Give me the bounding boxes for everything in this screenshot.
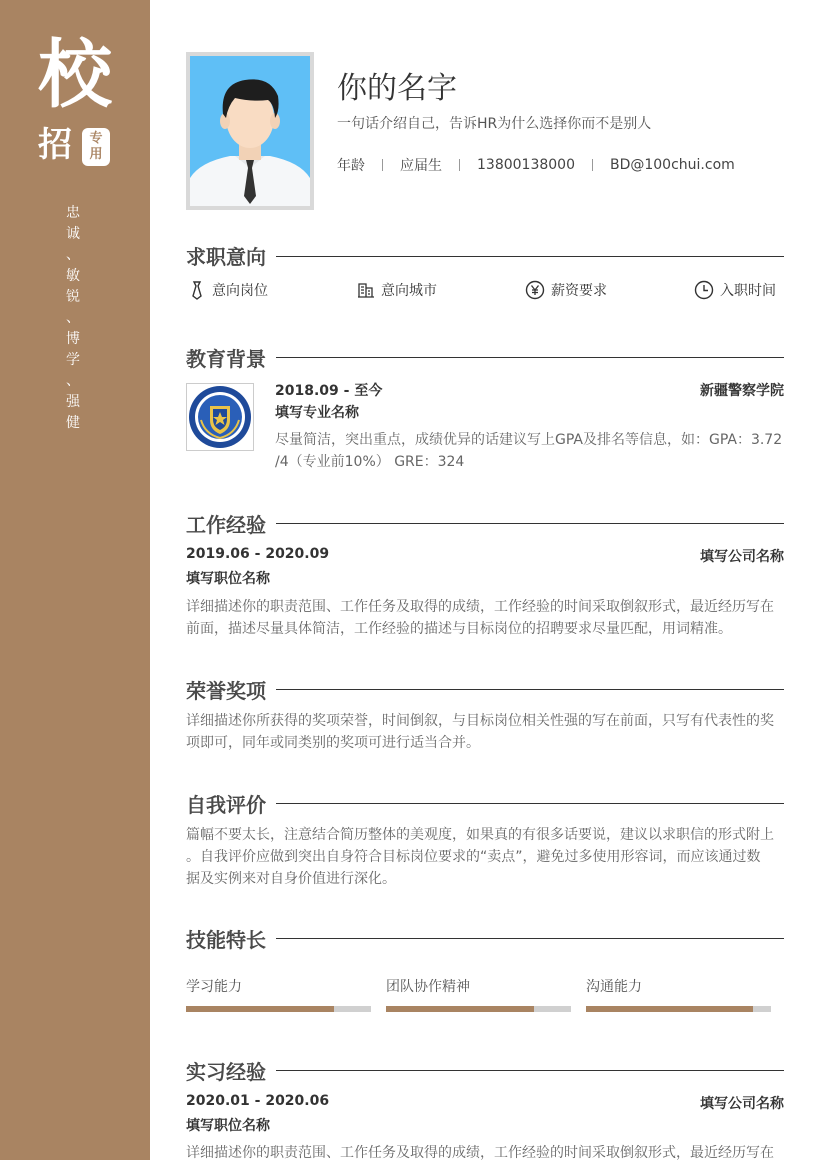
avatar-icon bbox=[190, 56, 310, 206]
section-divider bbox=[276, 523, 784, 524]
work-date: 2019.06 - 2020.09 bbox=[186, 546, 330, 562]
email: BD@100chui.com bbox=[609, 157, 735, 173]
divider bbox=[382, 159, 383, 171]
section-title-self-evaluation: 自我评价 bbox=[186, 793, 266, 817]
intent-label: 薪资要求 bbox=[551, 283, 607, 299]
section-title-skills: 技能特长 bbox=[186, 928, 266, 952]
sidebar bbox=[0, 0, 150, 1160]
school-emblem-icon bbox=[187, 384, 253, 450]
intent-label: 入职时间 bbox=[720, 283, 776, 299]
section-title-education: 教育背景 bbox=[186, 347, 266, 371]
text-line: 尽量简洁，突出重点，成绩优异的话建议写上GPA及排名等信息，如：GPA：3.72 bbox=[275, 432, 783, 448]
text-line: 篇幅不要太长，注意结合简历整体的美观度，如果真的有很多话要说，建议以求职信的形式附上 bbox=[186, 827, 774, 843]
text-line: 前面，描述尽量具体简洁，工作经验的描述与目标岗位的招聘要求尽量匹配，用词精准。 bbox=[186, 621, 732, 637]
skill-bar bbox=[186, 1006, 371, 1012]
motto-char: 、 bbox=[66, 310, 80, 326]
internship-company: 填写公司名称 bbox=[700, 1096, 784, 1112]
internship-description bbox=[186, 1142, 786, 1160]
major: 填写专业名称 bbox=[275, 405, 359, 421]
section-title-work: 工作经验 bbox=[186, 513, 266, 537]
intent-start-time bbox=[694, 280, 776, 300]
divider bbox=[459, 159, 460, 171]
yen-icon bbox=[525, 280, 545, 300]
motto-char: 诚 bbox=[66, 226, 80, 242]
skill-bar-fill bbox=[586, 1006, 753, 1012]
section-title-intent: 求职意向 bbox=[186, 245, 266, 269]
text-line: 据及实例来对自身价值进行深化。 bbox=[186, 871, 396, 887]
status: 应届生 bbox=[400, 158, 442, 174]
clock-icon bbox=[694, 280, 714, 300]
building-icon bbox=[357, 281, 375, 299]
skill-bar-fill bbox=[386, 1006, 534, 1012]
motto-char: 敏 bbox=[66, 268, 80, 284]
position-name: 填写职位名称 bbox=[186, 571, 270, 587]
motto-char: 忠 bbox=[66, 205, 80, 221]
badge-second-char: 招 bbox=[38, 125, 72, 165]
skill-bar bbox=[586, 1006, 771, 1012]
skill-bar bbox=[386, 1006, 571, 1012]
school-name: 新疆警察学院 bbox=[700, 383, 784, 399]
text-line: 详细描述你的职责范围、工作任务及取得的成绩，工作经验的时间采取倒叙形式，最近经历写在 bbox=[186, 599, 774, 615]
intent-position bbox=[188, 280, 268, 300]
internship-position: 填写职位名称 bbox=[186, 1118, 270, 1134]
tagline: 一句话介绍自己，告诉HR为什么选择你而不是别人 bbox=[337, 116, 652, 132]
divider bbox=[592, 159, 593, 171]
motto-char: 学 bbox=[66, 352, 80, 368]
text-line: 项即可，同年或同类别的奖项可进行适当合并。 bbox=[186, 735, 480, 751]
work-description bbox=[186, 596, 786, 640]
skill-label: 团队协作精神 bbox=[386, 979, 470, 995]
section-divider bbox=[276, 256, 784, 257]
motto-char: 健 bbox=[66, 415, 80, 431]
motto-char: 博 bbox=[66, 331, 80, 347]
honors-description bbox=[186, 710, 786, 754]
text-line: 。自我评价应做到突出自身符合目标岗位要求的“卖点”，避免过多使用形容词，而应该通过数 bbox=[186, 849, 761, 865]
education-description bbox=[275, 429, 785, 473]
intent-salary bbox=[525, 280, 607, 300]
intent-label: 意向城市 bbox=[381, 283, 437, 299]
self-evaluation-description bbox=[186, 824, 786, 890]
section-divider bbox=[276, 938, 784, 939]
badge-tag-char: 用 bbox=[89, 147, 103, 162]
skill-label: 学习能力 bbox=[186, 979, 242, 995]
motto bbox=[66, 203, 80, 434]
motto-char: 、 bbox=[66, 247, 80, 263]
age: 年龄 bbox=[337, 158, 365, 174]
intent-city bbox=[357, 280, 437, 300]
motto-char: 锐 bbox=[66, 289, 80, 305]
school-logo bbox=[186, 383, 254, 451]
section-divider bbox=[276, 689, 784, 690]
text-line: /4（专业前10%） GRE：324 bbox=[275, 454, 465, 470]
contact-info bbox=[337, 155, 735, 175]
motto-char: 、 bbox=[66, 373, 80, 389]
text-line: 详细描述你的职责范围、工作任务及取得的成绩，工作经验的时间采取倒叙形式，最近经历写在 bbox=[186, 1145, 774, 1160]
text-line: 详细描述你所获得的奖项荣誉，时间倒叙，与目标岗位相关性强的写在前面，只写有代表性的奖 bbox=[186, 713, 774, 729]
skill-bar-fill bbox=[186, 1006, 334, 1012]
internship-date: 2020.01 - 2020.06 bbox=[186, 1093, 330, 1109]
company-name: 填写公司名称 bbox=[700, 549, 784, 565]
education-date: 2018.09 - 至今 bbox=[275, 383, 383, 399]
section-title-internship: 实习经验 bbox=[186, 1060, 266, 1084]
section-divider bbox=[276, 1070, 784, 1071]
candidate-name: 你的名字 bbox=[337, 71, 457, 106]
section-divider bbox=[276, 357, 784, 358]
section-divider bbox=[276, 803, 784, 804]
phone: 13800138000 bbox=[477, 157, 575, 173]
section-title-honors: 荣誉奖项 bbox=[186, 679, 266, 703]
badge-main-char: 校 bbox=[38, 32, 112, 118]
skill-label: 沟通能力 bbox=[586, 979, 642, 995]
motto-char: 强 bbox=[66, 394, 80, 410]
tie-icon bbox=[188, 280, 206, 300]
intent-label: 意向岗位 bbox=[212, 283, 268, 299]
profile-photo bbox=[186, 52, 314, 210]
badge-tag-char: 专 bbox=[89, 131, 103, 146]
badge-tag bbox=[82, 128, 110, 166]
